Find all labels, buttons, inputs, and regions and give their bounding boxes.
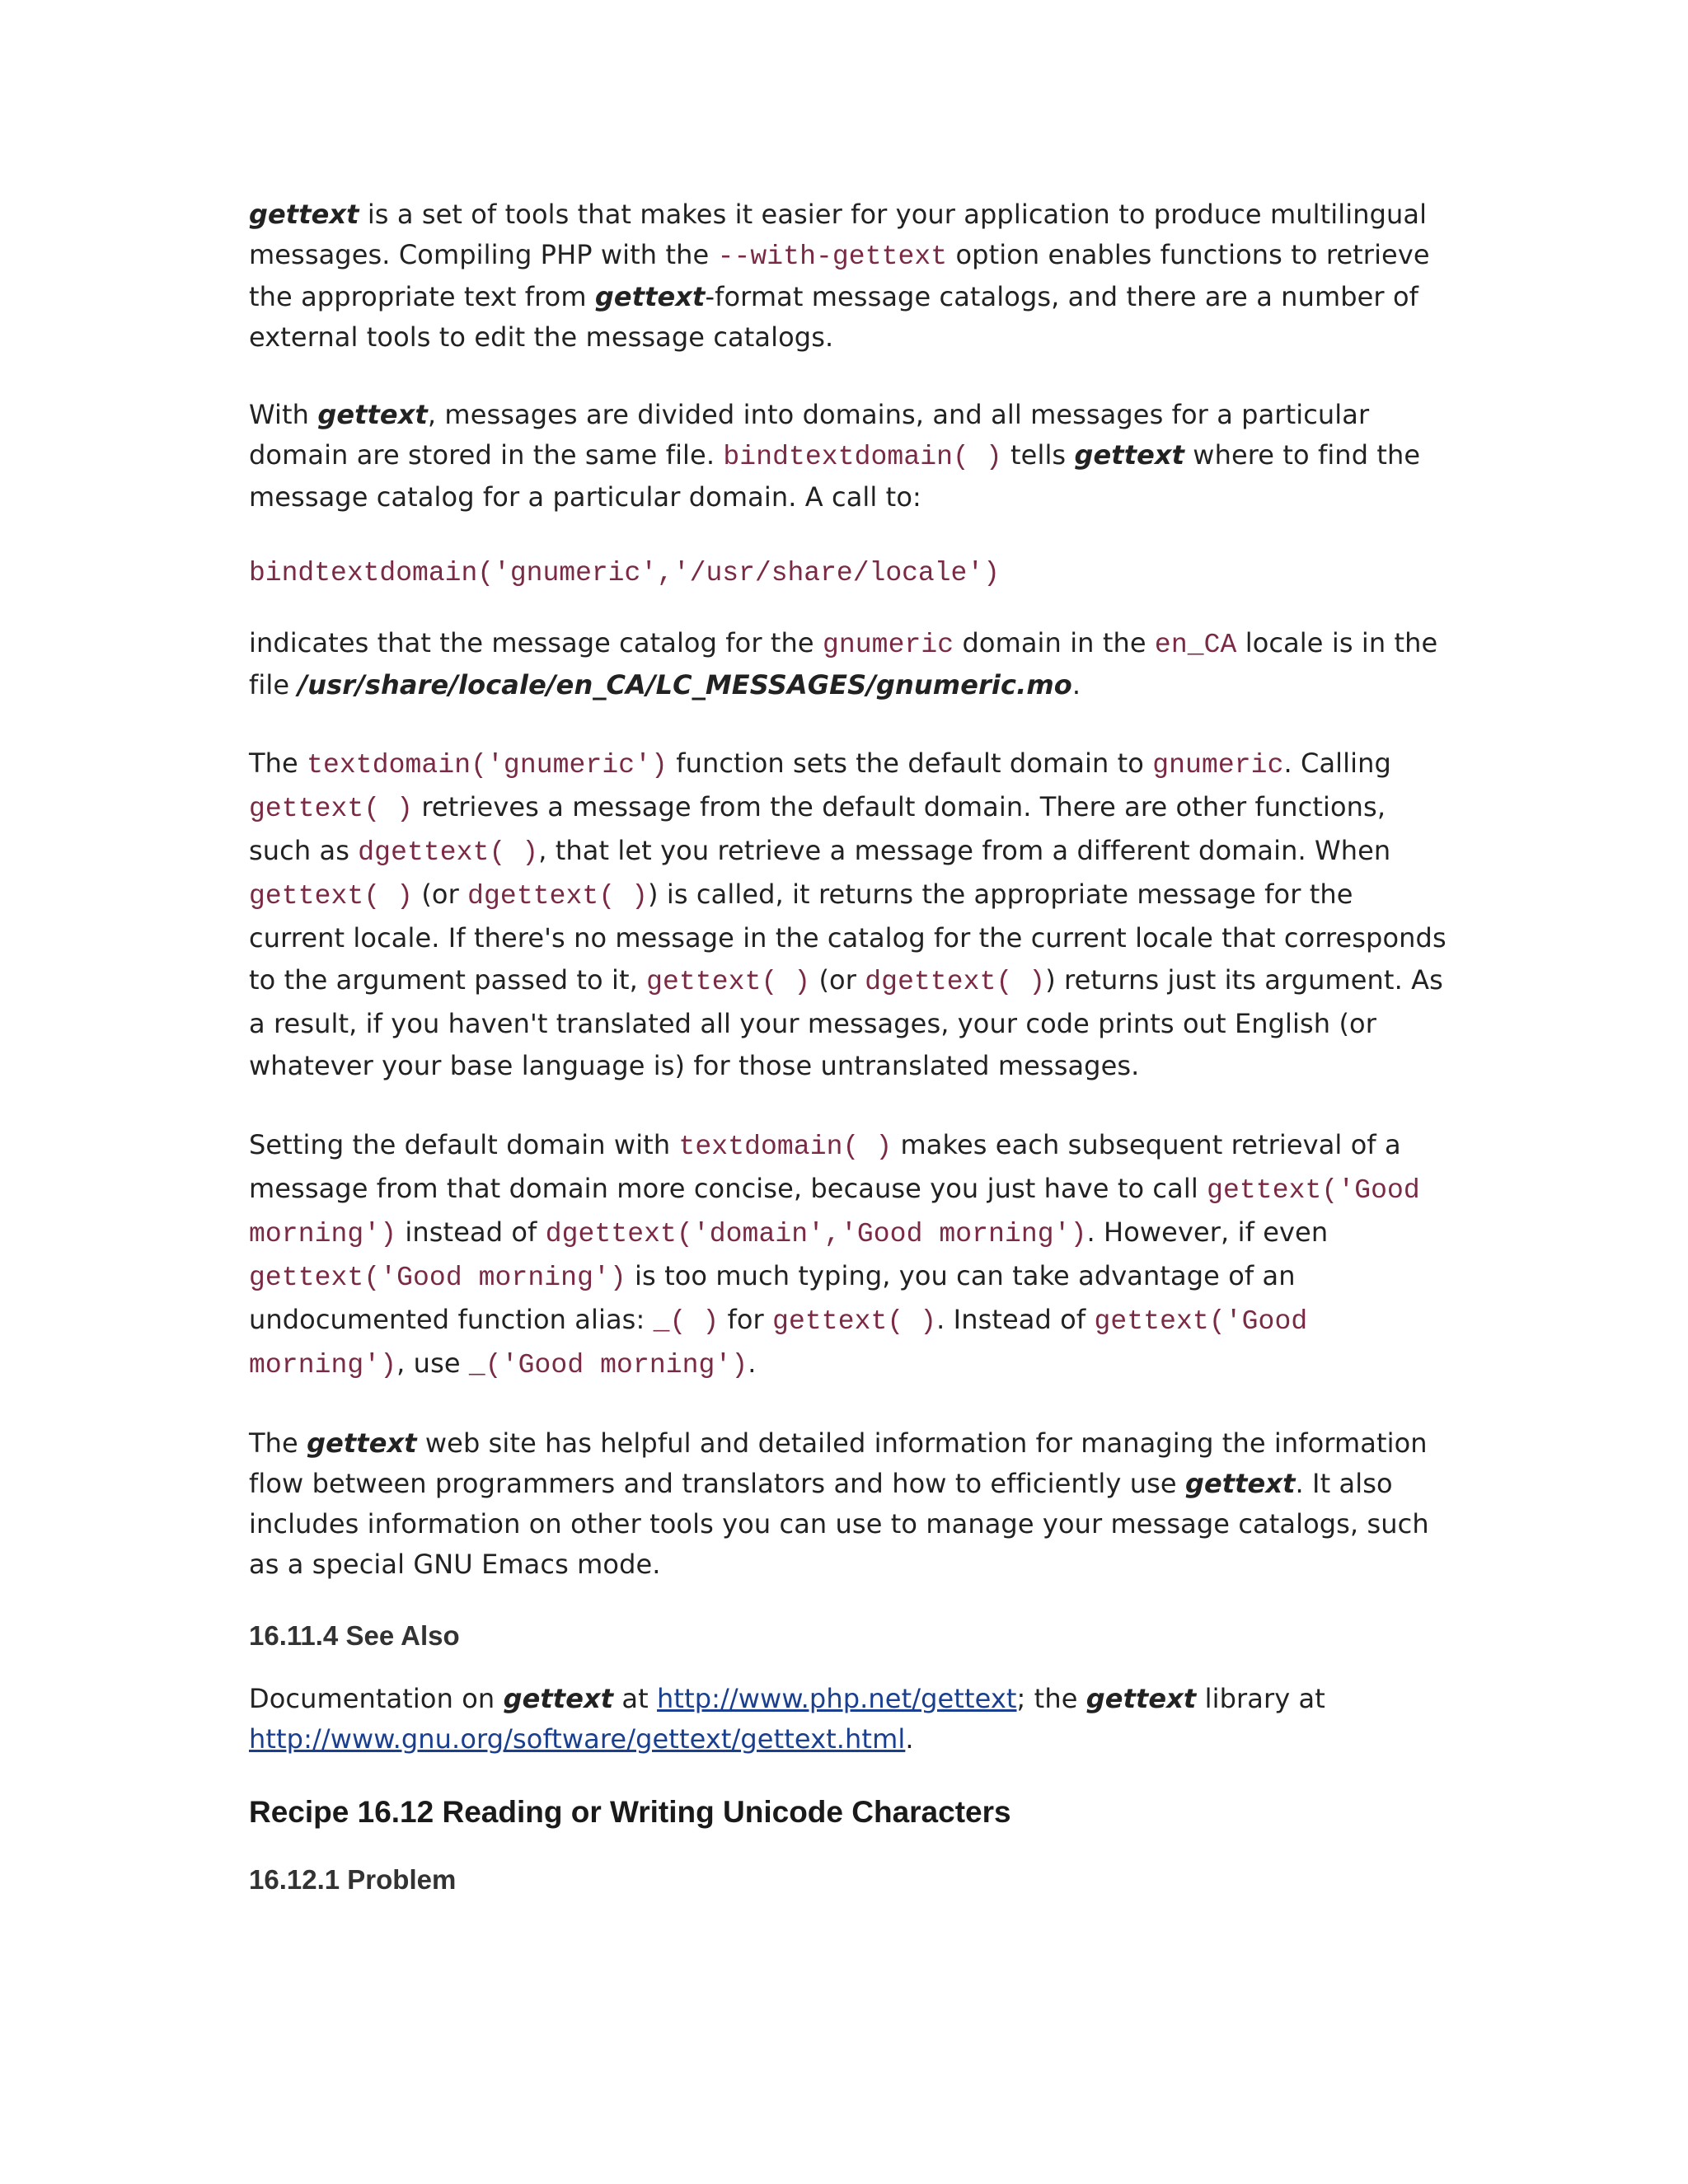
text: Setting the default domain with bbox=[249, 1129, 679, 1160]
term-gettext: gettext bbox=[317, 399, 428, 430]
text: . It also includes information on other tools you can use to manage your message catalogs, such as a special GNU Emacs mode. bbox=[249, 1468, 1429, 1580]
code-inline: bindtextdomain( ) bbox=[723, 442, 1002, 472]
text: ) is called, it returns the appropriate message for the current locale. If there's no message in the catalog for the current locale that corresponds to the argument passed to it, bbox=[249, 879, 1447, 996]
text: . bbox=[1071, 669, 1081, 701]
text: option enables functions to retrieve the appropriate text from bbox=[249, 239, 1430, 312]
code-inline: textdomain('gnumeric') bbox=[307, 750, 668, 780]
link-gnu-gettext[interactable]: http://www.gnu.org/software/gettext/gettext.html bbox=[249, 1723, 906, 1755]
code-inline: _( ) bbox=[653, 1306, 720, 1337]
code-inline: gettext('Good morning') bbox=[249, 1306, 1308, 1380]
text: makes each subsequent retrieval of a message from that domain more concise, because you just have to call bbox=[249, 1129, 1401, 1204]
text: (or bbox=[413, 879, 468, 910]
section-heading-see-also: 16.11.4 See Also bbox=[249, 1620, 460, 1651]
text: function sets the default domain to bbox=[667, 748, 1153, 779]
text: web site has helpful and detailed information for managing the information flow between programmers and translators and how to efficiently use bbox=[249, 1427, 1428, 1499]
paragraph-alias bbox=[249, 1124, 1452, 1386]
text: for bbox=[719, 1304, 773, 1335]
term-gettext: gettext bbox=[1074, 439, 1185, 471]
text: The bbox=[249, 748, 307, 779]
code-inline: gettext('Good morning') bbox=[249, 1175, 1420, 1249]
file-path: /usr/share/locale/en_CA/LC_MESSAGES/gnumeric.mo bbox=[298, 669, 1072, 701]
code-inline: _('Good morning') bbox=[468, 1350, 748, 1380]
text: With bbox=[249, 399, 318, 430]
text: ) returns just its argument. As a result, if you haven't translated all your messages, your code prints out English (or whatever your base language is) for those untranslated messages. bbox=[249, 964, 1443, 1081]
code-inline: gnumeric bbox=[1152, 750, 1284, 780]
term-gettext: gettext bbox=[1184, 1468, 1296, 1499]
code-inline: --with-gettext bbox=[717, 241, 948, 272]
paragraph-see-also bbox=[249, 1679, 1452, 1760]
text: . bbox=[748, 1347, 757, 1379]
code-inline: gettext( ) bbox=[646, 967, 811, 997]
term-gettext: gettext bbox=[594, 281, 706, 312]
text: indicates that the message catalog for the bbox=[249, 627, 823, 658]
text: where to find the message catalog for a particular domain. A call to: bbox=[249, 439, 1421, 513]
term-gettext: gettext bbox=[307, 1427, 417, 1459]
text: , that let you retrieve a message from a different domain. When bbox=[538, 835, 1391, 866]
paragraph-catalog-location bbox=[249, 623, 1452, 705]
text: Documentation on bbox=[249, 1683, 504, 1714]
paragraph-intro bbox=[249, 194, 1452, 358]
term-gettext: gettext bbox=[503, 1683, 614, 1714]
code-inline: gettext('Good morning') bbox=[249, 1263, 626, 1293]
text: ; the bbox=[1016, 1683, 1086, 1714]
code-inline: gettext( ) bbox=[249, 881, 414, 912]
text: retrieves a message from the default domain. There are other functions, such as bbox=[249, 791, 1386, 866]
text: at bbox=[613, 1683, 658, 1714]
text: domain in the bbox=[954, 627, 1155, 658]
term-gettext: gettext bbox=[1085, 1683, 1197, 1714]
code-inline: dgettext( ) bbox=[865, 967, 1046, 997]
text: , use bbox=[396, 1347, 469, 1379]
code-inline: dgettext( ) bbox=[467, 881, 649, 912]
text: . bbox=[905, 1723, 914, 1755]
text: . Instead of bbox=[936, 1304, 1095, 1335]
text: locale is in the file bbox=[249, 627, 1438, 701]
text: instead of bbox=[396, 1216, 546, 1248]
term-gettext: gettext bbox=[249, 199, 359, 230]
recipe-heading: Recipe 16.12 Reading or Writing Unicode Characters bbox=[249, 1795, 1011, 1829]
text: is too much typing, you can take advantage of an undocumented function alias: bbox=[249, 1260, 1296, 1335]
paragraph-textdomain bbox=[249, 743, 1452, 1087]
text: The bbox=[249, 1427, 307, 1459]
paragraph-website bbox=[249, 1423, 1452, 1585]
paragraph-domains bbox=[249, 395, 1452, 518]
text: -format message catalogs, and there are a number of external tools to edit the message catalogs. bbox=[249, 281, 1418, 353]
page-content bbox=[249, 194, 1452, 1898]
text: is a set of tools that makes it easier for your application to produce multilingual messages. Compiling PHP with the bbox=[249, 199, 1428, 270]
code-inline: dgettext('domain','Good morning') bbox=[545, 1219, 1087, 1249]
code-inline: gettext( ) bbox=[249, 794, 414, 824]
text: (or bbox=[810, 964, 865, 996]
text: , messages are divided into domains, and all messages for a particular domain are stored in the same file. bbox=[249, 399, 1370, 471]
text: tells bbox=[1001, 439, 1075, 471]
code-block: bindtextdomain('gnumeric','/usr/share/locale') bbox=[249, 558, 1000, 588]
code-inline: textdomain( ) bbox=[678, 1132, 893, 1162]
code-inline: dgettext( ) bbox=[358, 837, 539, 868]
code-inline: en_CA bbox=[1154, 630, 1237, 660]
code-inline: gnumeric bbox=[822, 630, 954, 660]
code-inline: gettext( ) bbox=[772, 1306, 937, 1337]
section-heading-problem: 16.12.1 Problem bbox=[249, 1864, 457, 1895]
link-php-gettext[interactable]: http://www.php.net/gettext bbox=[657, 1683, 1017, 1714]
text: library at bbox=[1196, 1683, 1325, 1714]
text: . However, if even bbox=[1086, 1216, 1329, 1248]
text: . Calling bbox=[1283, 748, 1391, 779]
